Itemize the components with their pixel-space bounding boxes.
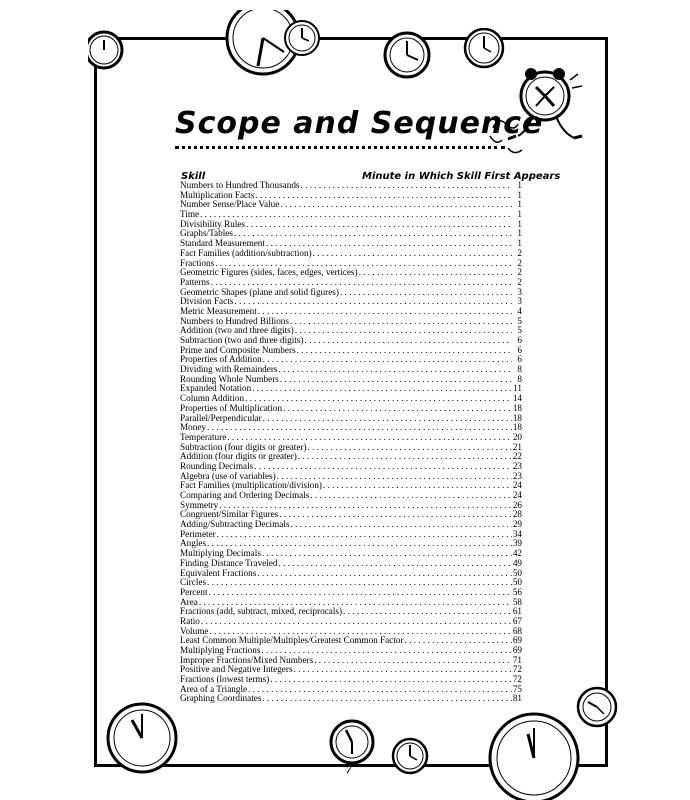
minute-number: 67 [512,615,522,626]
skill-name: Area [180,596,198,607]
dot-leader [278,559,511,569]
list-item [180,569,522,579]
minute-number: 24 [512,480,522,491]
dot-leader [405,636,512,646]
minute-number: 3 [517,296,522,307]
skill-name: Multiplying Fractions [180,645,261,655]
minute-number: 61 [512,606,522,617]
minute-number: 20 [512,431,522,442]
skill-name: Algebra (use of variables) [180,470,276,481]
skill-name: Temperature [180,431,227,442]
skill-name: Rounding Decimals [180,460,254,471]
skill-name: Symmetry [180,499,219,510]
skill-name: Volume [180,625,209,636]
minute-number: 18 [512,402,522,413]
skill-name: Fact Families (addition/subtraction) [180,247,312,258]
minute-number: 4 [517,305,522,316]
skill-name: Fractions (add, subtract, mixed, reciprocals) [180,606,343,617]
dot-leader [297,346,512,356]
list-item [180,423,522,433]
dot-leader [283,404,512,414]
dot-leader [200,210,512,220]
clock-icon [282,20,322,60]
skill-name: Properties of Multiplication [180,402,283,413]
skill-name: Numbers to Hundred Thousands [180,180,300,190]
skill-name: Least Common Multiple/Multiples/Greatest Common Factor [180,635,404,646]
minute-number: 34 [512,528,522,539]
dot-leader [207,423,512,433]
minute-number: 1 [517,238,522,249]
skill-name: Angles [180,538,207,549]
minute-number: 49 [512,557,522,568]
minute-number: 2 [517,267,522,278]
skill-name: Finding Distance Traveled [180,557,278,568]
skill-name: Percent [180,586,208,597]
minute-number: 2 [517,257,522,268]
minute-number: 18 [512,422,522,433]
skill-name: Addition (two and three digits) [180,325,294,336]
page-title: Scope and Sequence [175,106,544,141]
skill-name: Fact Families (multiplication/division) [180,480,322,491]
minute-number: 22 [512,451,522,462]
dot-leader [295,326,512,336]
skill-name: Area of a Triangle [180,683,248,694]
dot-leader [310,491,511,501]
skill-name: Patterns [180,276,210,287]
clock-icon [328,718,376,766]
skill-name: Number Sense/Place Value [180,199,280,210]
skill-name: Column Addition [180,393,245,404]
clock-icon [104,698,184,778]
minute-number: 8 [517,373,522,384]
skill-name: Graphs/Tables [180,228,233,239]
minute-number: 2 [517,276,522,287]
scope-sequence-list [180,181,522,704]
minute-number: 39 [512,538,522,549]
dot-leader [314,656,512,666]
dot-leader [280,375,512,385]
skill-name: Time [180,209,200,220]
skill-name: Graphing Coordinates [180,693,262,704]
minute-number: 3 [517,286,522,297]
skill-name: Standard Measurement [180,238,265,249]
dot-leader [313,249,512,259]
dot-leader [280,200,512,210]
minute-number: 6 [517,354,522,365]
dot-leader [262,694,511,704]
minute-number: 1 [517,199,522,210]
dot-leader [279,510,512,520]
dot-leader [262,549,512,559]
dot-leader [270,675,512,685]
list-item [180,491,522,501]
list-item [180,520,522,530]
dot-leader [201,617,512,627]
skill-name: Circles [180,577,207,588]
minute-number: 1 [517,189,522,200]
skill-name: Fractions (lowest terms) [180,674,270,685]
dot-leader [323,481,512,491]
minute-number: 29 [512,519,522,530]
dot-leader [207,578,512,588]
list-item [180,249,522,259]
skill-name: Rounding Whole Numbers [180,373,279,384]
list-item [180,268,522,278]
dot-leader [252,384,512,394]
minute-number: 58 [512,596,522,607]
dot-leader [290,520,511,530]
minute-number: 28 [512,509,522,520]
skill-name: Geometric Shapes (plane and solid figures) [180,286,339,297]
skill-name: Fractions [180,257,215,268]
minute-number: 68 [512,625,522,636]
skill-name: Geometric Figures (sides, faces, edges, vertices) [180,267,358,278]
minute-number: 21 [512,441,522,452]
minute-number: 23 [512,470,522,481]
dot-leader [305,336,513,346]
skill-name: Addition (four digits or greater) [180,451,297,462]
minute-number: 1 [517,209,522,220]
skill-name: Multiplication Facts [180,189,255,200]
minute-number: 14 [512,393,522,404]
skill-name: Comparing and Ordering Decimals [180,490,310,500]
minute-number: 24 [512,490,522,500]
dot-leader [263,355,512,365]
skill-name: Equivalent Fractions [180,567,257,578]
list-item [180,414,522,424]
dot-leader [246,220,512,230]
dot-leader [298,452,512,462]
minute-number: 23 [512,460,522,471]
minute-number: 71 [512,654,522,665]
minute-number: 1 [517,180,522,190]
minute-number: 5 [517,325,522,336]
minute-number: 75 [512,683,522,694]
list-item [180,530,522,540]
skill-name: Subtraction (two and three digits) [180,335,304,345]
minute-number: 72 [512,674,522,685]
column-header-skill: Skill [181,171,206,182]
dot-leader [254,462,512,472]
dot-leader [263,414,512,424]
dot-leader [343,607,512,617]
skill-name: Subtraction (four digits or greater) [180,441,307,452]
minute-number: 56 [512,586,522,597]
list-item [180,588,522,598]
minute-number: 8 [517,364,522,375]
minute-number: 69 [512,635,522,646]
clock-icon [484,708,584,800]
minute-number: 72 [512,664,522,675]
clock-icon [574,684,620,730]
minute-number: 42 [512,548,522,559]
dot-leader [278,365,512,375]
skill-name: Metric Measurement [180,305,257,316]
title-dotted-rule [175,146,505,149]
skill-name: Numbers to Hundred Billions [180,315,289,326]
minute-number: 2 [517,247,522,258]
skill-name: Positive and Negative Integers [180,664,293,675]
dot-leader [234,297,512,307]
dot-leader [234,229,512,239]
page-number: 7 [346,764,352,776]
minute-number: 18 [512,412,522,423]
list-item [180,200,522,210]
minute-number: 11 [513,383,522,394]
skill-name: Multiplying Decimals [180,548,261,559]
minute-number: 6 [517,344,522,355]
minute-number: 5 [517,315,522,326]
minute-number: 50 [512,577,522,588]
minute-number: 26 [512,499,522,510]
skill-name: Prime and Composite Numbers [180,344,296,355]
clock-icon [88,28,128,78]
dot-leader [301,181,512,191]
minute-number: 69 [512,645,522,655]
list-item [180,617,522,627]
list-item [180,607,522,617]
column-header-minute: Minute in Which Skill First Appears [362,171,561,182]
dot-leader [245,394,512,404]
clock-icon [390,736,430,776]
dot-leader [290,317,512,327]
skill-name: Expanded Notation [180,383,252,394]
dot-leader [308,443,512,453]
minute-number: 50 [512,567,522,578]
dot-leader [294,665,512,675]
skill-name: Dividing with Remainders [180,364,278,375]
minute-number: 81 [512,693,522,704]
skill-name: Parallel/Perpendicular [180,412,262,423]
skill-name: Ratio [180,615,200,626]
skill-name: Money [180,422,207,433]
skill-name: Divisibility Rules [180,218,246,229]
dot-leader [359,268,512,278]
minute-number: 1 [517,218,522,229]
skill-name: Division Facts [180,296,234,307]
skill-name: Properties of Addition [180,354,262,365]
skill-name: Perimeter [180,528,216,539]
clock-icon [382,30,432,80]
dot-leader [255,191,512,201]
dot-leader [209,588,512,598]
dot-leader [258,307,512,317]
dot-leader [248,685,512,695]
skill-name: Congruent/Similar Figures [180,509,279,520]
list-item [180,694,522,704]
list-item [180,578,522,588]
dot-leader [340,288,512,298]
skill-name: Improper Fractions/Mixed Numbers [180,654,314,665]
dot-leader [257,569,512,579]
minute-number: 1 [517,228,522,239]
dot-leader [217,530,512,540]
skill-name: Adding/Subtracting Decimals [180,519,290,530]
minute-number: 6 [517,335,522,345]
